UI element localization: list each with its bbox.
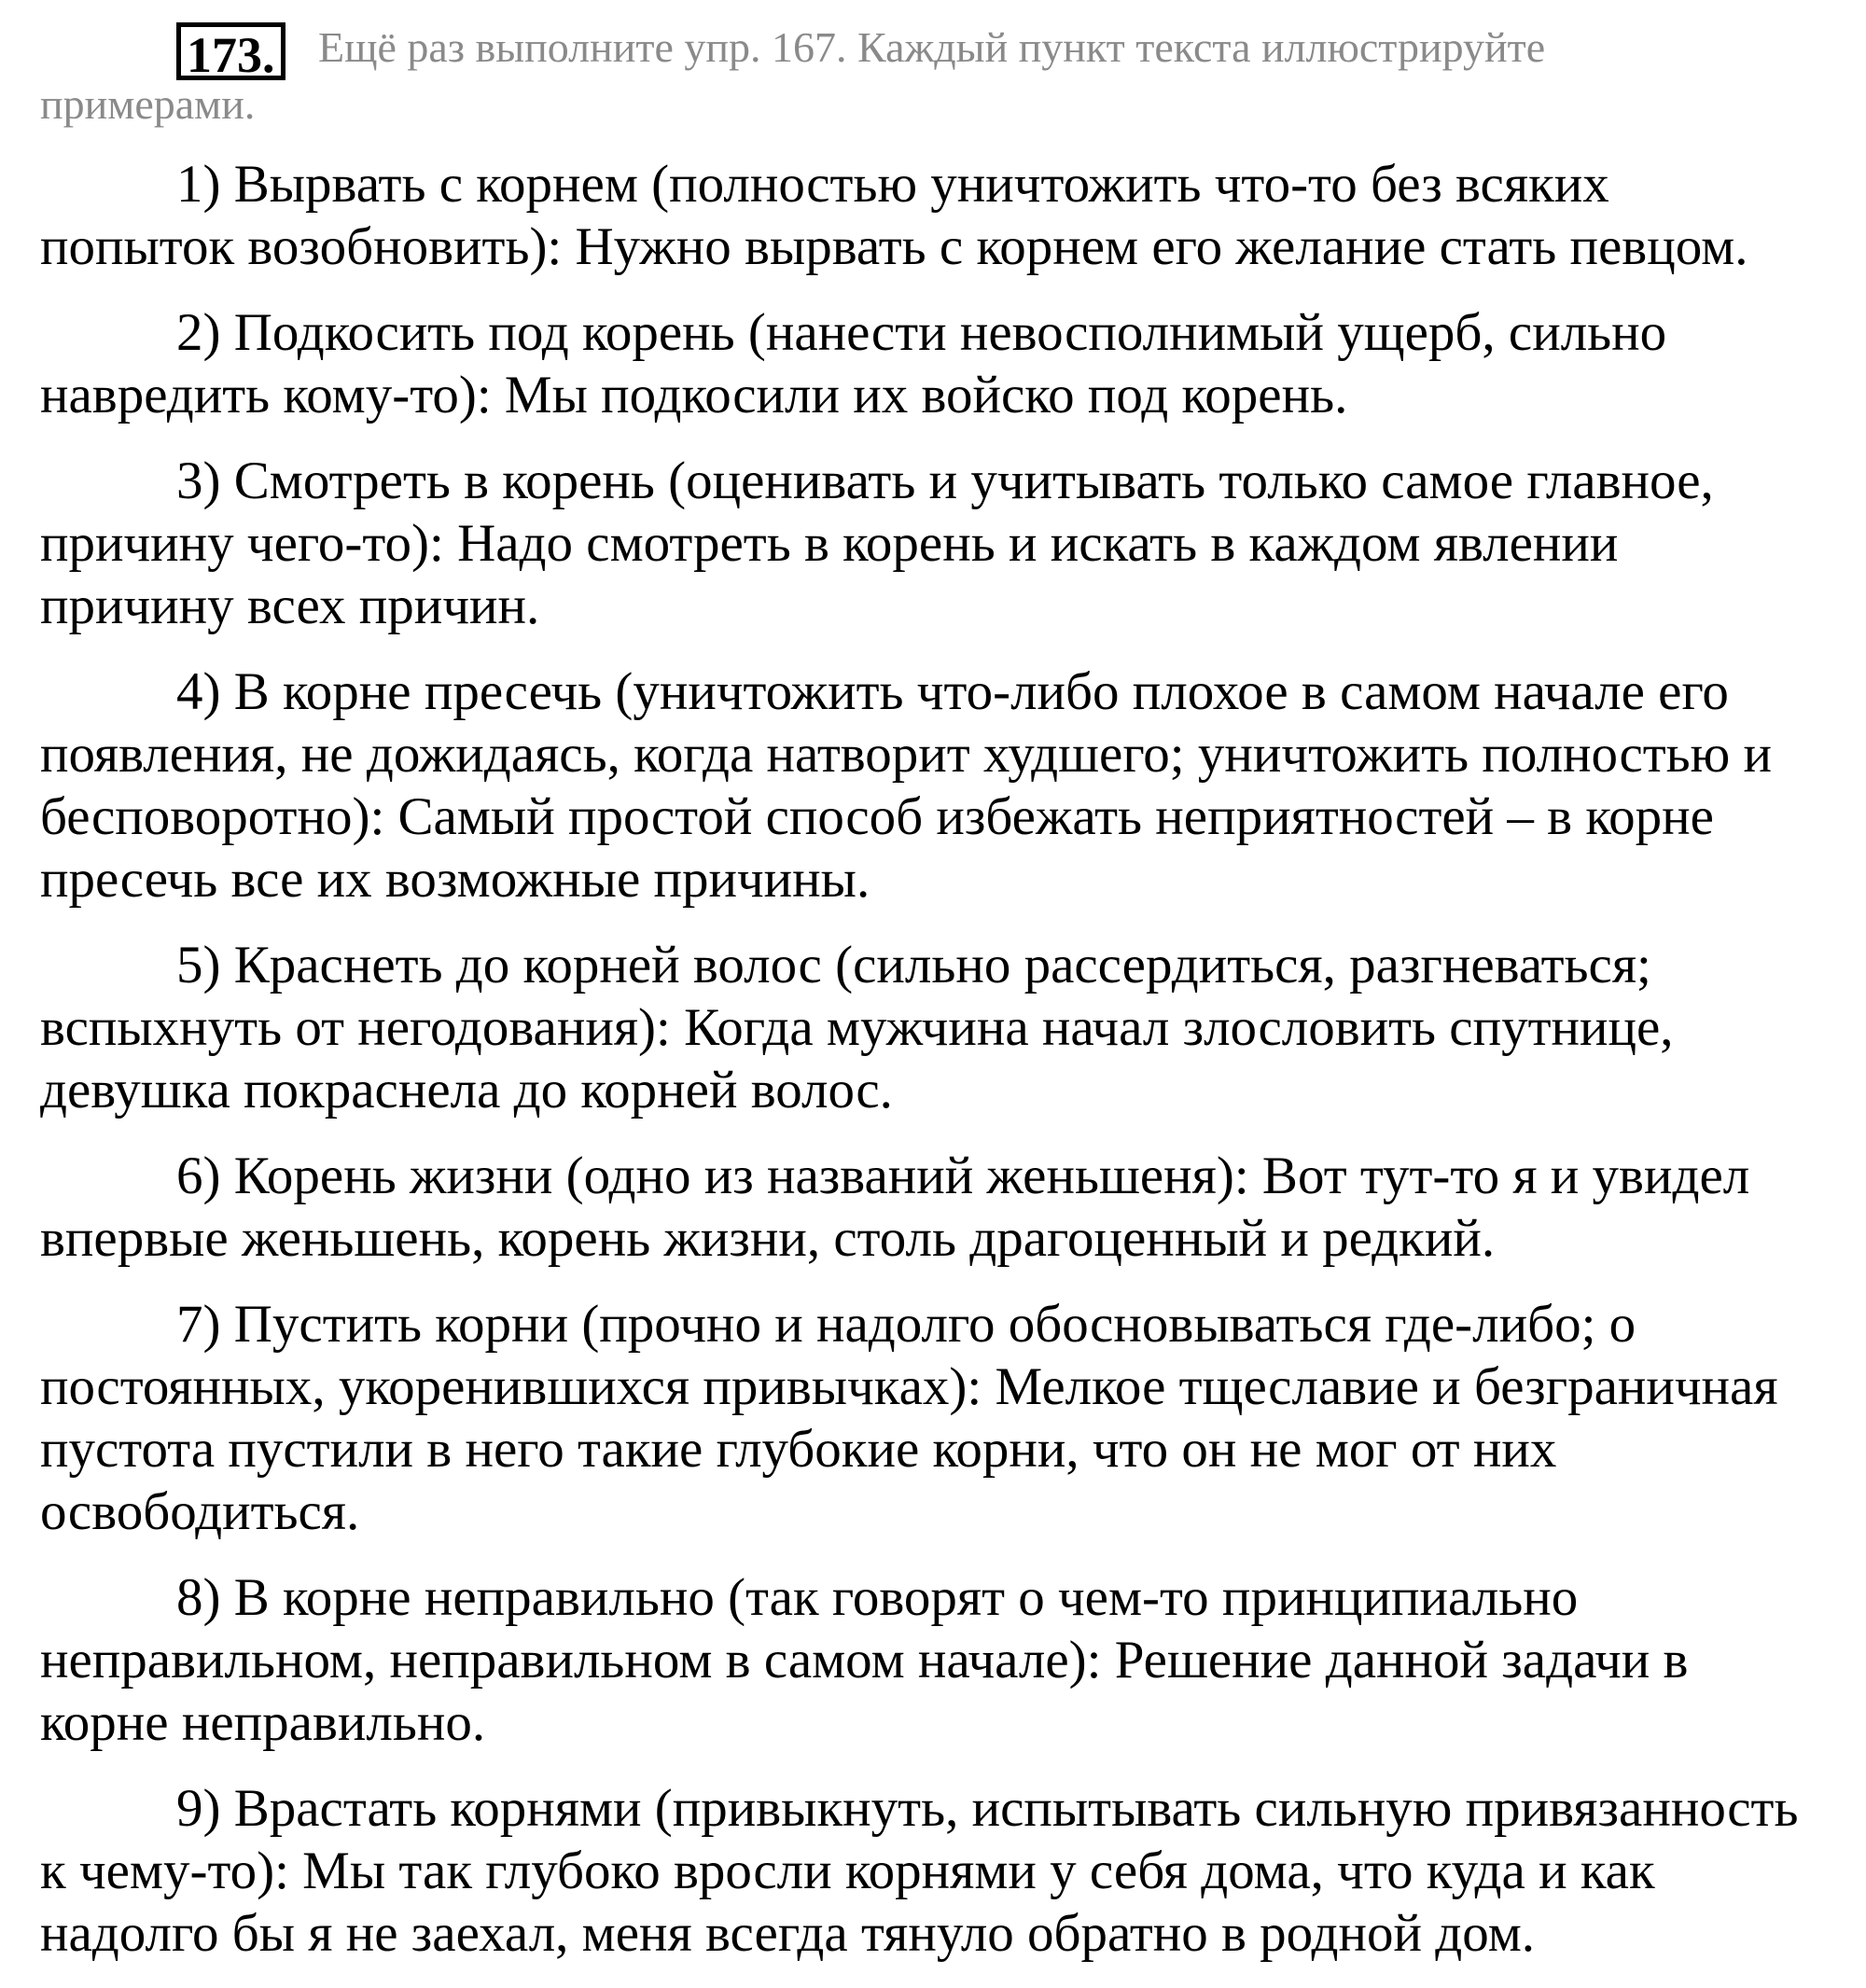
exercise-task-text: Ещё раз выполните упр. 167. Каждый пункт текста иллюстрируйте (318, 23, 1546, 71)
list-item-line: надолго бы я не заехал, меня всегда тянуло обратно в родной дом. (40, 1904, 1536, 1963)
exercise-task-line-2: примерами. (40, 80, 256, 128)
list-item (40, 450, 1850, 637)
list-item-line: пресечь все их возможные причины. (40, 850, 870, 909)
list-item-line: впервые женьшень, корень жизни, столь драгоценный и редкий. (40, 1209, 1496, 1268)
list-item (40, 1566, 1850, 1754)
list-item-line: 7) Пустить корни (прочно и надолго обосновываться где-либо; о (176, 1295, 1636, 1354)
list-item (40, 1293, 1850, 1543)
list-item-line: навредить кому-то): Мы подкосили их войско под корень. (40, 366, 1348, 424)
list-item-line: 9) Врастать корнями (привыкнуть, испытывать сильную привязанность (176, 1779, 1799, 1838)
list-item-line: неправильном, неправильном в самом начале): Решение данной задачи в (40, 1631, 1689, 1689)
list-item (40, 153, 1850, 278)
list-item-line: 5) Краснеть до корней волос (сильно рассердиться, разгневаться; (176, 936, 1651, 994)
list-item-line: бесповоротно): Самый простой способ избежать неприятностей – в корне (40, 787, 1714, 846)
list-item-line: 8) В корне неправильно (так говорят о чем-то принципиально (176, 1568, 1579, 1627)
list-item (40, 1777, 1850, 1965)
list-item-line: корне неправильно. (40, 1693, 486, 1752)
exercise-header (40, 19, 1831, 132)
list-item-line: 1) Вырвать с корнем (полностью уничтожить что-то без всяких (176, 155, 1609, 214)
list-item-line: освободиться. (40, 1482, 360, 1541)
list-item-line: девушка покраснела до корней волос. (40, 1061, 893, 1119)
list-item-line: 6) Корень жизни (одно из названий женьшеня): Вот тут-то я и увидел (176, 1147, 1750, 1205)
list-item-line: попыток возобновить): Нужно вырвать с корнем его желание стать певцом. (40, 217, 1748, 276)
list-item-line: вспыхнуть от негодования): Когда мужчина начал злословить спутнице, (40, 998, 1674, 1057)
list-item-line: к чему-то): Мы так глубоко вросли корнями у себя дома, что куда и как (40, 1842, 1655, 1900)
list-item-line: 3) Смотреть в корень (оценивать и учитывать только самое главное, (176, 452, 1714, 510)
list-item-line: появления, не дожидаясь, когда натворит худшего; уничтожить полностью и (40, 725, 1773, 784)
list-item-line: причину чего-то): Надо смотреть в корень и искать в каждом явлении (40, 514, 1619, 573)
exercise-number-badge: 173. (176, 22, 285, 80)
list-item-line: 4) В корне пресечь (уничтожить что-либо плохое в самом начале его (176, 662, 1729, 721)
list-item (40, 301, 1850, 426)
list-item-line: причину всех причин. (40, 577, 540, 635)
list-item-line: пустота пустили в него такие глубокие корни, что он не мог от них (40, 1420, 1557, 1479)
list-item (40, 660, 1850, 911)
list-item (40, 1145, 1850, 1270)
list-item (40, 934, 1850, 1121)
list-item-line: 2) Подкосить под корень (нанести невосполнимый ущерб, сильно (176, 303, 1667, 362)
list-item-line: постоянных, укоренившихся привычках): Мелкое тщеславие и безграничная (40, 1357, 1778, 1416)
exercise-items (40, 153, 1850, 1988)
exercise-task-line-1 (40, 19, 1831, 83)
